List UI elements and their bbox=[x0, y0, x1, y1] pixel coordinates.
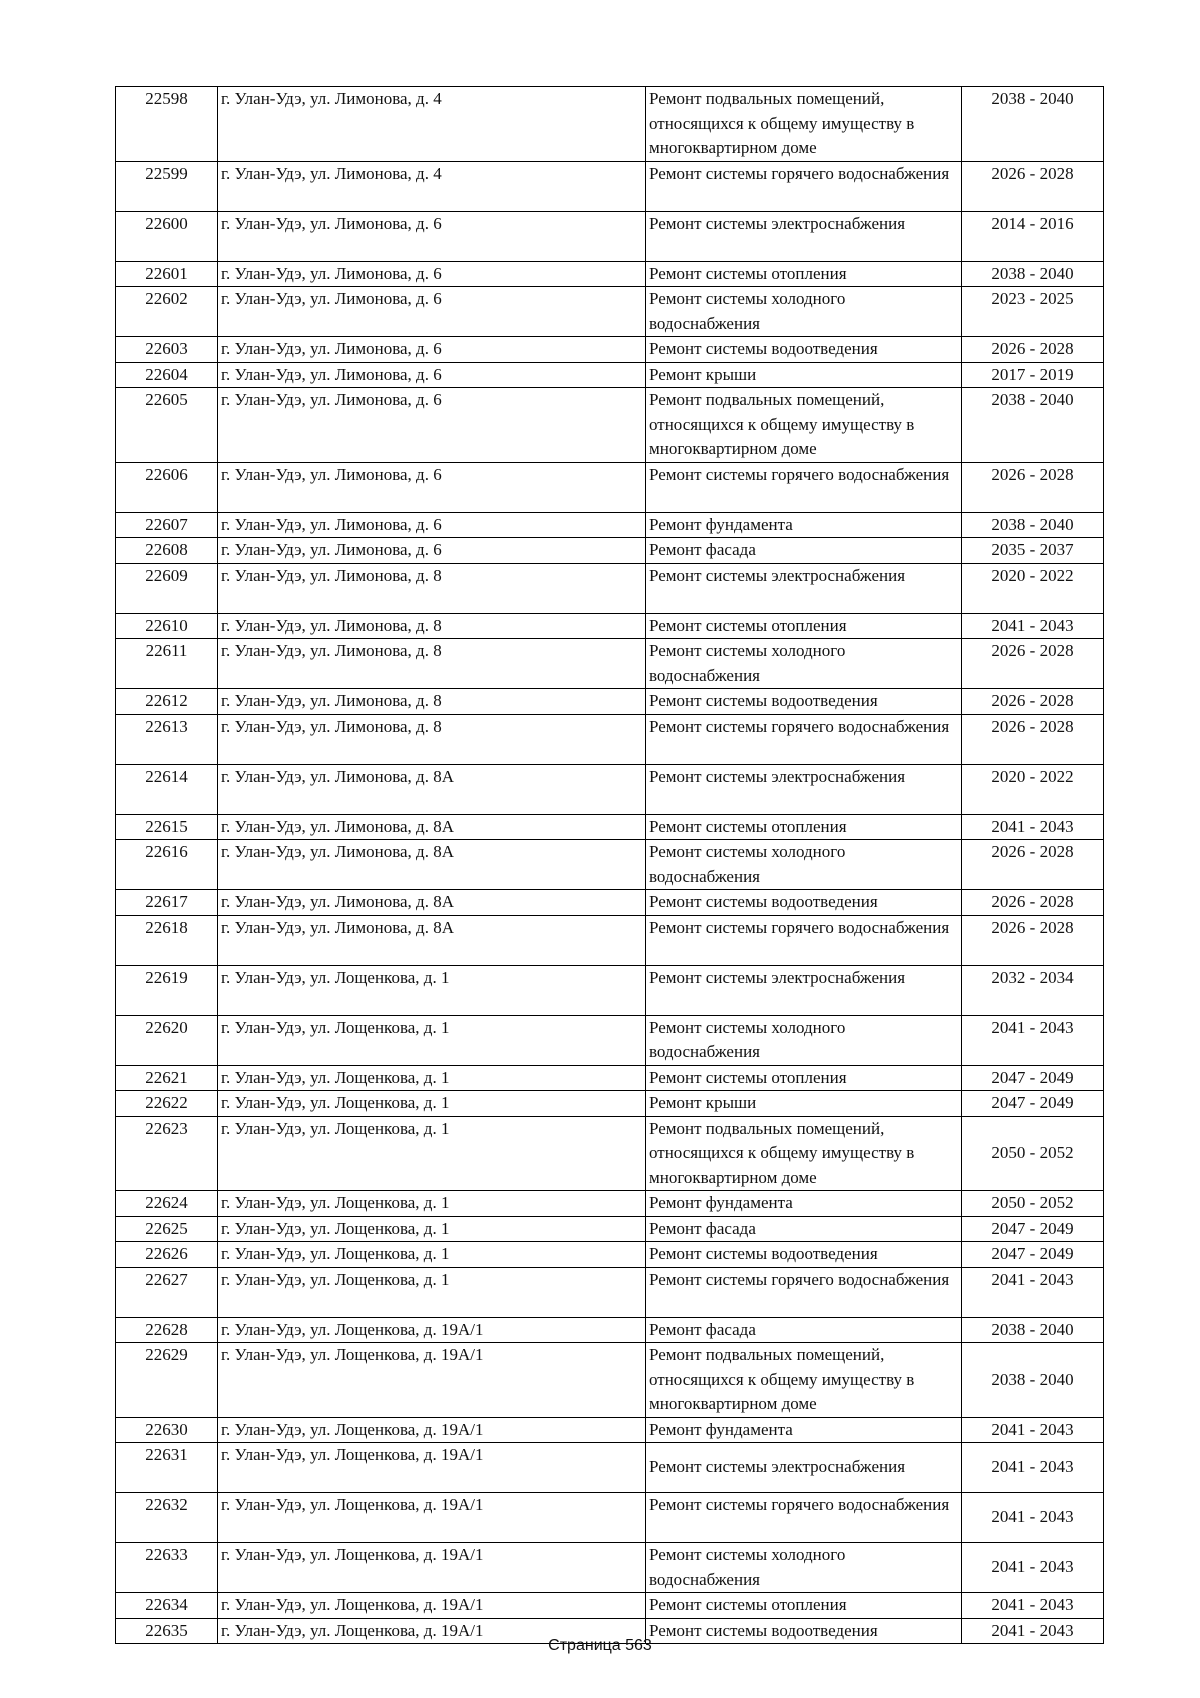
period-cell: 2038 - 2040 bbox=[962, 512, 1104, 538]
record-number-cell: 22630 bbox=[116, 1417, 218, 1443]
work-type-cell: Ремонт системы горячего водоснабжения bbox=[646, 915, 962, 965]
work-type-cell: Ремонт подвальных помещений, относящихся к общему имуществу в многоквартирном доме bbox=[646, 1116, 962, 1191]
period-cell: 2038 - 2040 bbox=[962, 261, 1104, 287]
address-cell: г. Улан-Удэ, ул. Лощенкова, д. 19А/1 bbox=[218, 1417, 646, 1443]
period-cell: 2041 - 2043 bbox=[962, 814, 1104, 840]
work-type-cell: Ремонт системы холодного водоснабжения bbox=[646, 639, 962, 689]
address-cell: г. Улан-Удэ, ул. Лощенкова, д. 1 bbox=[218, 1065, 646, 1091]
work-type-cell: Ремонт системы отопления bbox=[646, 1593, 962, 1619]
table-row bbox=[116, 261, 1104, 287]
period-cell: 2047 - 2049 bbox=[962, 1216, 1104, 1242]
table-row bbox=[116, 1091, 1104, 1117]
record-number-cell: 22601 bbox=[116, 261, 218, 287]
address-cell: г. Улан-Удэ, ул. Лощенкова, д. 19А/1 bbox=[218, 1593, 646, 1619]
address-cell: г. Улан-Удэ, ул. Лощенкова, д. 19А/1 bbox=[218, 1443, 646, 1493]
period-cell: 2032 - 2034 bbox=[962, 965, 1104, 1015]
record-number-cell: 22628 bbox=[116, 1317, 218, 1343]
table-row bbox=[116, 337, 1104, 363]
record-number-cell: 22621 bbox=[116, 1065, 218, 1091]
period-cell: 2026 - 2028 bbox=[962, 714, 1104, 764]
address-cell: г. Улан-Удэ, ул. Лощенкова, д. 19А/1 bbox=[218, 1543, 646, 1593]
table-row bbox=[116, 1343, 1104, 1418]
table-row bbox=[116, 287, 1104, 337]
period-cell: 2041 - 2043 bbox=[962, 1267, 1104, 1317]
address-cell: г. Улан-Удэ, ул. Лимонова, д. 6 bbox=[218, 512, 646, 538]
table-row bbox=[116, 462, 1104, 512]
table-row bbox=[116, 362, 1104, 388]
address-cell: г. Улан-Удэ, ул. Лощенкова, д. 1 bbox=[218, 1242, 646, 1268]
address-cell: г. Улан-Удэ, ул. Лимонова, д. 8А bbox=[218, 915, 646, 965]
period-cell: 2017 - 2019 bbox=[962, 362, 1104, 388]
address-cell: г. Улан-Удэ, ул. Лимонова, д. 8 bbox=[218, 689, 646, 715]
period-cell: 2041 - 2043 bbox=[962, 1015, 1104, 1065]
address-cell: г. Улан-Удэ, ул. Лощенкова, д. 1 bbox=[218, 1015, 646, 1065]
period-cell: 2038 - 2040 bbox=[962, 388, 1104, 463]
table-row bbox=[116, 388, 1104, 463]
work-type-cell: Ремонт системы горячего водоснабжения bbox=[646, 1267, 962, 1317]
period-cell: 2035 - 2037 bbox=[962, 538, 1104, 564]
period-cell: 2041 - 2043 bbox=[962, 1493, 1104, 1543]
work-type-cell: Ремонт крыши bbox=[646, 362, 962, 388]
work-type-cell: Ремонт системы электроснабжения bbox=[646, 563, 962, 613]
table-row bbox=[116, 1317, 1104, 1343]
work-type-cell: Ремонт системы водоотведения bbox=[646, 1618, 962, 1644]
table-row bbox=[116, 1267, 1104, 1317]
record-number-cell: 22619 bbox=[116, 965, 218, 1015]
work-type-cell: Ремонт системы холодного водоснабжения bbox=[646, 287, 962, 337]
record-number-cell: 22605 bbox=[116, 388, 218, 463]
period-cell: 2020 - 2022 bbox=[962, 764, 1104, 814]
work-type-cell: Ремонт системы электроснабжения bbox=[646, 211, 962, 261]
record-number-cell: 22613 bbox=[116, 714, 218, 764]
address-cell: г. Улан-Удэ, ул. Лощенкова, д. 1 bbox=[218, 1091, 646, 1117]
work-type-cell: Ремонт крыши bbox=[646, 1091, 962, 1117]
work-type-cell: Ремонт фундамента bbox=[646, 1191, 962, 1217]
table-row bbox=[116, 714, 1104, 764]
record-number-cell: 22623 bbox=[116, 1116, 218, 1191]
record-number-cell: 22604 bbox=[116, 362, 218, 388]
record-number-cell: 22631 bbox=[116, 1443, 218, 1493]
work-type-cell: Ремонт подвальных помещений, относящихся к общему имуществу в многоквартирном доме bbox=[646, 388, 962, 463]
work-type-cell: Ремонт системы водоотведения bbox=[646, 689, 962, 715]
period-cell: 2020 - 2022 bbox=[962, 563, 1104, 613]
table-row bbox=[116, 840, 1104, 890]
address-cell: г. Улан-Удэ, ул. Лимонова, д. 8А bbox=[218, 890, 646, 916]
work-type-cell: Ремонт системы электроснабжения bbox=[646, 965, 962, 1015]
work-type-cell: Ремонт системы отопления bbox=[646, 814, 962, 840]
record-number-cell: 22624 bbox=[116, 1191, 218, 1217]
address-cell: г. Улан-Удэ, ул. Лощенкова, д. 1 bbox=[218, 965, 646, 1015]
address-cell: г. Улан-Удэ, ул. Лощенкова, д. 1 bbox=[218, 1216, 646, 1242]
record-number-cell: 22616 bbox=[116, 840, 218, 890]
table-row bbox=[116, 1242, 1104, 1268]
work-type-cell: Ремонт системы горячего водоснабжения bbox=[646, 714, 962, 764]
work-type-cell: Ремонт системы электроснабжения bbox=[646, 1443, 962, 1493]
work-type-cell: Ремонт системы горячего водоснабжения bbox=[646, 462, 962, 512]
address-cell: г. Улан-Удэ, ул. Лимонова, д. 6 bbox=[218, 462, 646, 512]
work-type-cell: Ремонт системы горячего водоснабжения bbox=[646, 1493, 962, 1543]
record-number-cell: 22606 bbox=[116, 462, 218, 512]
work-type-cell: Ремонт системы отопления bbox=[646, 1065, 962, 1091]
address-cell: г. Улан-Удэ, ул. Лимонова, д. 8А bbox=[218, 840, 646, 890]
record-number-cell: 22614 bbox=[116, 764, 218, 814]
table-row bbox=[116, 639, 1104, 689]
period-cell: 2038 - 2040 bbox=[962, 1317, 1104, 1343]
work-type-cell: Ремонт фасада bbox=[646, 538, 962, 564]
table-row bbox=[116, 1593, 1104, 1619]
period-cell: 2050 - 2052 bbox=[962, 1116, 1104, 1191]
table-row bbox=[116, 512, 1104, 538]
period-cell: 2038 - 2040 bbox=[962, 87, 1104, 162]
work-type-cell: Ремонт системы холодного водоснабжения bbox=[646, 1543, 962, 1593]
address-cell: г. Улан-Удэ, ул. Лимонова, д. 6 bbox=[218, 337, 646, 363]
period-cell: 2038 - 2040 bbox=[962, 1343, 1104, 1418]
record-number-cell: 22633 bbox=[116, 1543, 218, 1593]
address-cell: г. Улан-Удэ, ул. Лимонова, д. 8А bbox=[218, 764, 646, 814]
address-cell: г. Улан-Удэ, ул. Лощенкова, д. 19А/1 bbox=[218, 1343, 646, 1418]
address-cell: г. Улан-Удэ, ул. Лощенкова, д. 19А/1 bbox=[218, 1493, 646, 1543]
address-cell: г. Улан-Удэ, ул. Лимонова, д. 8 bbox=[218, 563, 646, 613]
record-number-cell: 22602 bbox=[116, 287, 218, 337]
work-type-cell: Ремонт системы водоотведения bbox=[646, 337, 962, 363]
address-cell: г. Улан-Удэ, ул. Лимонова, д. 8 bbox=[218, 714, 646, 764]
table-row bbox=[116, 1065, 1104, 1091]
record-number-cell: 22625 bbox=[116, 1216, 218, 1242]
repair-schedule-table bbox=[115, 86, 1104, 1644]
record-number-cell: 22611 bbox=[116, 639, 218, 689]
work-type-cell: Ремонт фасада bbox=[646, 1216, 962, 1242]
record-number-cell: 22635 bbox=[116, 1618, 218, 1644]
table-row bbox=[116, 1417, 1104, 1443]
work-type-cell: Ремонт системы холодного водоснабжения bbox=[646, 1015, 962, 1065]
address-cell: г. Улан-Удэ, ул. Лимонова, д. 8 bbox=[218, 639, 646, 689]
record-number-cell: 22610 bbox=[116, 613, 218, 639]
record-number-cell: 22617 bbox=[116, 890, 218, 916]
table-row bbox=[116, 211, 1104, 261]
work-type-cell: Ремонт системы водоотведения bbox=[646, 1242, 962, 1268]
address-cell: г. Улан-Удэ, ул. Лимонова, д. 6 bbox=[218, 261, 646, 287]
work-type-cell: Ремонт системы холодного водоснабжения bbox=[646, 840, 962, 890]
work-type-cell: Ремонт системы водоотведения bbox=[646, 890, 962, 916]
address-cell: г. Улан-Удэ, ул. Лимонова, д. 8А bbox=[218, 814, 646, 840]
address-cell: г. Улан-Удэ, ул. Лимонова, д. 6 bbox=[218, 211, 646, 261]
record-number-cell: 22629 bbox=[116, 1343, 218, 1418]
work-type-cell: Ремонт системы отопления bbox=[646, 613, 962, 639]
table-row bbox=[116, 1116, 1104, 1191]
period-cell: 2026 - 2028 bbox=[962, 161, 1104, 211]
table-row bbox=[116, 890, 1104, 916]
record-number-cell: 22607 bbox=[116, 512, 218, 538]
period-cell: 2026 - 2028 bbox=[962, 840, 1104, 890]
record-number-cell: 22615 bbox=[116, 814, 218, 840]
table-row bbox=[116, 87, 1104, 162]
period-cell: 2041 - 2043 bbox=[962, 1417, 1104, 1443]
record-number-cell: 22609 bbox=[116, 563, 218, 613]
address-cell: г. Улан-Удэ, ул. Лощенкова, д. 1 bbox=[218, 1191, 646, 1217]
table-row bbox=[116, 1443, 1104, 1493]
record-number-cell: 22626 bbox=[116, 1242, 218, 1268]
table-row bbox=[116, 613, 1104, 639]
record-number-cell: 22618 bbox=[116, 915, 218, 965]
address-cell: г. Улан-Удэ, ул. Лимонова, д. 6 bbox=[218, 538, 646, 564]
table-body bbox=[116, 87, 1104, 1644]
page-number: Страница 563 bbox=[548, 1637, 652, 1654]
work-type-cell: Ремонт системы горячего водоснабжения bbox=[646, 161, 962, 211]
work-type-cell: Ремонт фасада bbox=[646, 1317, 962, 1343]
table-row bbox=[116, 1543, 1104, 1593]
record-number-cell: 22627 bbox=[116, 1267, 218, 1317]
address-cell: г. Улан-Удэ, ул. Лощенкова, д. 19А/1 bbox=[218, 1618, 646, 1644]
period-cell: 2041 - 2043 bbox=[962, 1443, 1104, 1493]
address-cell: г. Улан-Удэ, ул. Лощенкова, д. 1 bbox=[218, 1267, 646, 1317]
address-cell: г. Улан-Удэ, ул. Лощенкова, д. 19А/1 bbox=[218, 1317, 646, 1343]
period-cell: 2041 - 2043 bbox=[962, 1593, 1104, 1619]
record-number-cell: 22620 bbox=[116, 1015, 218, 1065]
period-cell: 2047 - 2049 bbox=[962, 1065, 1104, 1091]
record-number-cell: 22608 bbox=[116, 538, 218, 564]
table-row bbox=[116, 1191, 1104, 1217]
record-number-cell: 22599 bbox=[116, 161, 218, 211]
address-cell: г. Улан-Удэ, ул. Лимонова, д. 6 bbox=[218, 287, 646, 337]
record-number-cell: 22598 bbox=[116, 87, 218, 162]
period-cell: 2026 - 2028 bbox=[962, 337, 1104, 363]
record-number-cell: 22632 bbox=[116, 1493, 218, 1543]
table-row bbox=[116, 538, 1104, 564]
table-row bbox=[116, 1015, 1104, 1065]
period-cell: 2041 - 2043 bbox=[962, 1618, 1104, 1644]
period-cell: 2026 - 2028 bbox=[962, 639, 1104, 689]
work-type-cell: Ремонт системы электроснабжения bbox=[646, 764, 962, 814]
record-number-cell: 22634 bbox=[116, 1593, 218, 1619]
work-type-cell: Ремонт системы отопления bbox=[646, 261, 962, 287]
period-cell: 2026 - 2028 bbox=[962, 689, 1104, 715]
work-type-cell: Ремонт подвальных помещений, относящихся к общему имуществу в многоквартирном доме bbox=[646, 1343, 962, 1418]
table-row bbox=[116, 1493, 1104, 1543]
table-row bbox=[116, 1216, 1104, 1242]
period-cell: 2026 - 2028 bbox=[962, 915, 1104, 965]
period-cell: 2047 - 2049 bbox=[962, 1242, 1104, 1268]
period-cell: 2014 - 2016 bbox=[962, 211, 1104, 261]
work-type-cell: Ремонт подвальных помещений, относящихся к общему имуществу в многоквартирном доме bbox=[646, 87, 962, 162]
address-cell: г. Улан-Удэ, ул. Лимонова, д. 4 bbox=[218, 87, 646, 162]
period-cell: 2041 - 2043 bbox=[962, 613, 1104, 639]
record-number-cell: 22603 bbox=[116, 337, 218, 363]
address-cell: г. Улан-Удэ, ул. Лимонова, д. 8 bbox=[218, 613, 646, 639]
record-number-cell: 22600 bbox=[116, 211, 218, 261]
address-cell: г. Улан-Удэ, ул. Лощенкова, д. 1 bbox=[218, 1116, 646, 1191]
table-row bbox=[116, 764, 1104, 814]
table-row bbox=[116, 161, 1104, 211]
table-row bbox=[116, 814, 1104, 840]
table-row bbox=[116, 915, 1104, 965]
work-type-cell: Ремонт фундамента bbox=[646, 512, 962, 538]
work-type-cell: Ремонт фундамента bbox=[646, 1417, 962, 1443]
record-number-cell: 22612 bbox=[116, 689, 218, 715]
period-cell: 2047 - 2049 bbox=[962, 1091, 1104, 1117]
record-number-cell: 22622 bbox=[116, 1091, 218, 1117]
address-cell: г. Улан-Удэ, ул. Лимонова, д. 6 bbox=[218, 388, 646, 463]
period-cell: 2026 - 2028 bbox=[962, 890, 1104, 916]
table-row bbox=[116, 563, 1104, 613]
period-cell: 2041 - 2043 bbox=[962, 1543, 1104, 1593]
address-cell: г. Улан-Удэ, ул. Лимонова, д. 6 bbox=[218, 362, 646, 388]
period-cell: 2026 - 2028 bbox=[962, 462, 1104, 512]
period-cell: 2050 - 2052 bbox=[962, 1191, 1104, 1217]
table-row bbox=[116, 689, 1104, 715]
address-cell: г. Улан-Удэ, ул. Лимонова, д. 4 bbox=[218, 161, 646, 211]
period-cell: 2023 - 2025 bbox=[962, 287, 1104, 337]
table-row bbox=[116, 965, 1104, 1015]
